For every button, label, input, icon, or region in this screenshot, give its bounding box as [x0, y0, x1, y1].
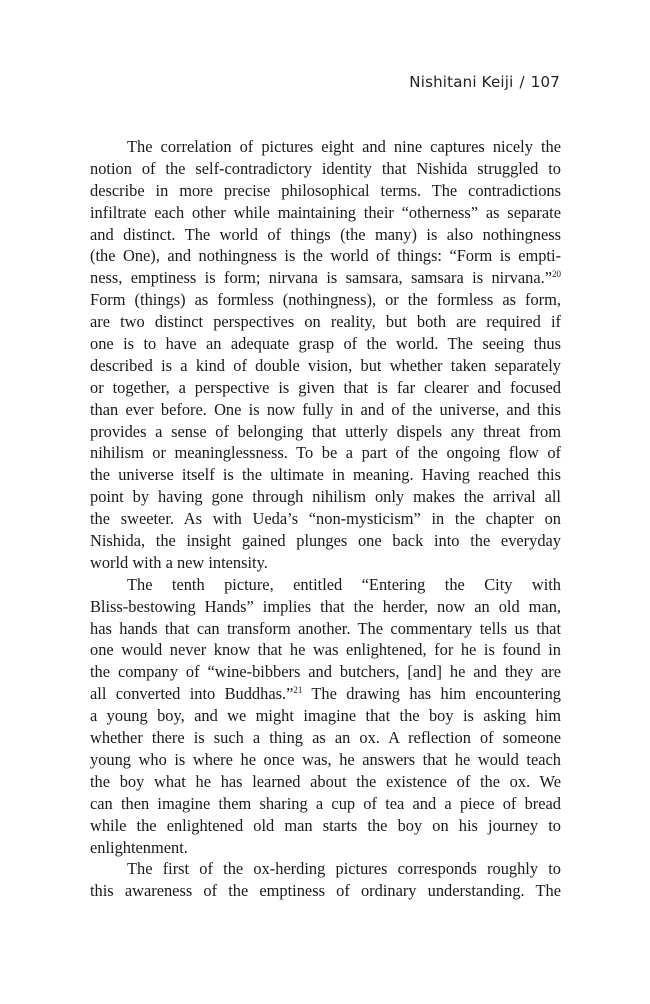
- text-line: [90, 333, 561, 355]
- text-line: [90, 245, 561, 267]
- text-line: [90, 749, 561, 771]
- line-text: are two distinct perspectives on reality, but both are required if: [90, 312, 561, 332]
- text-line: [90, 858, 561, 880]
- line-text-continued: The drawing has him encountering: [302, 684, 561, 704]
- line-text: all converted into Buddhas.”: [90, 684, 294, 704]
- line-text: enlightenment.: [90, 837, 188, 857]
- text-line: [90, 705, 561, 727]
- text-line: [90, 464, 561, 486]
- text-line: [90, 442, 561, 464]
- text-line: [90, 421, 561, 443]
- text-line: [90, 136, 561, 158]
- body-text: [90, 136, 561, 902]
- text-line: [90, 180, 561, 202]
- text-line: [90, 552, 561, 574]
- line-text: notion of the self-contradictory identity that Nishida struggled to: [90, 158, 561, 178]
- running-title: Nishitani Keiji: [409, 73, 514, 91]
- line-text: the boy what he has learned about the existence of the ox. We: [90, 771, 561, 791]
- text-line: [90, 202, 561, 224]
- text-line: [90, 618, 561, 640]
- text-line: [90, 727, 561, 749]
- line-text: young who is where he once was, he answers that he would teach: [90, 749, 561, 769]
- text-line: [90, 639, 561, 661]
- text-line: [90, 880, 561, 902]
- running-head: [409, 73, 560, 91]
- text-line: [90, 267, 561, 289]
- footnote-marker[interactable]: 21: [293, 685, 303, 696]
- text-line: [90, 224, 561, 246]
- text-line: [90, 355, 561, 377]
- page-number: 107: [530, 73, 560, 91]
- line-text: (the One), and nothingness is the world of things: “Form is empti-: [90, 246, 561, 266]
- footnote-marker[interactable]: 20: [552, 269, 561, 280]
- line-text: The tenth picture, entitled “Entering the City with: [127, 574, 561, 594]
- line-text: world with a new intensity.: [90, 552, 268, 572]
- line-text: described is a kind of double vision, but whether taken separately: [90, 355, 561, 375]
- line-text: whether there is such a thing as an ox. A reflection of someone: [90, 728, 561, 748]
- text-line: [90, 683, 561, 705]
- line-text: the sweeter. As with Ueda’s “non-mysticism” in the chapter on: [90, 509, 561, 529]
- line-text: Nishida, the insight gained plunges one back into the everyday: [90, 531, 561, 551]
- text-line: [90, 771, 561, 793]
- line-text: this awareness of the emptiness of ordinary understanding. The: [90, 881, 561, 901]
- line-text: describe in more precise philosophical terms. The contradictions: [90, 180, 561, 200]
- text-line: [90, 837, 561, 859]
- text-line: [90, 311, 561, 333]
- line-text: infiltrate each other while maintaining their “otherness” as separate: [90, 202, 561, 222]
- text-line: [90, 289, 561, 311]
- line-text: point by having gone through nihilism only makes the arrival all: [90, 487, 561, 507]
- running-head-separator: /: [519, 73, 525, 91]
- line-text: nihilism or meaninglessness. To be a part of the ongoing flow of: [90, 443, 561, 463]
- line-text: Bliss-bestowing Hands” implies that the herder, now an old man,: [90, 596, 561, 616]
- text-line: [90, 793, 561, 815]
- line-text: than ever before. One is now fully in and of the universe, and this: [90, 399, 561, 419]
- text-line: [90, 574, 561, 596]
- line-text: ness, emptiness is form; nirvana is samsara, samsara is nirvana.”: [90, 268, 552, 288]
- line-text: The first of the ox-herding pictures corresponds roughly to: [127, 859, 561, 879]
- line-text: the universe itself is the ultimate in meaning. Having reached this: [90, 465, 561, 485]
- line-text: or together, a perspective is given that is far clearer and focused: [90, 377, 561, 397]
- line-text: one would never know that he was enlightened, for he is found in: [90, 640, 561, 660]
- text-line: [90, 158, 561, 180]
- text-line: [90, 377, 561, 399]
- text-line: [90, 508, 561, 530]
- text-line: [90, 596, 561, 618]
- text-line: [90, 486, 561, 508]
- line-text: can then imagine them sharing a cup of tea and a piece of bread: [90, 793, 561, 813]
- line-text: Form (things) as formless (nothingness), or the formless as form,: [90, 290, 561, 310]
- line-text: while the enlightened old man starts the boy on his journey to: [90, 815, 561, 835]
- line-text: provides a sense of belonging that utterly dispels any threat from: [90, 421, 561, 441]
- text-line: [90, 815, 561, 837]
- text-line: [90, 399, 561, 421]
- line-text: one is to have an adequate grasp of the world. The seeing thus: [90, 334, 561, 354]
- line-text: and distinct. The world of things (the many) is also nothingness: [90, 224, 561, 244]
- line-text: the company of “wine-bibbers and butchers, [and] he and they are: [90, 662, 561, 682]
- line-text: a young boy, and we might imagine that the boy is asking him: [90, 706, 561, 726]
- line-text: has hands that can transform another. The commentary tells us that: [90, 618, 561, 638]
- text-line: [90, 530, 561, 552]
- text-line: [90, 661, 561, 683]
- line-text: The correlation of pictures eight and nine captures nicely the: [127, 137, 561, 156]
